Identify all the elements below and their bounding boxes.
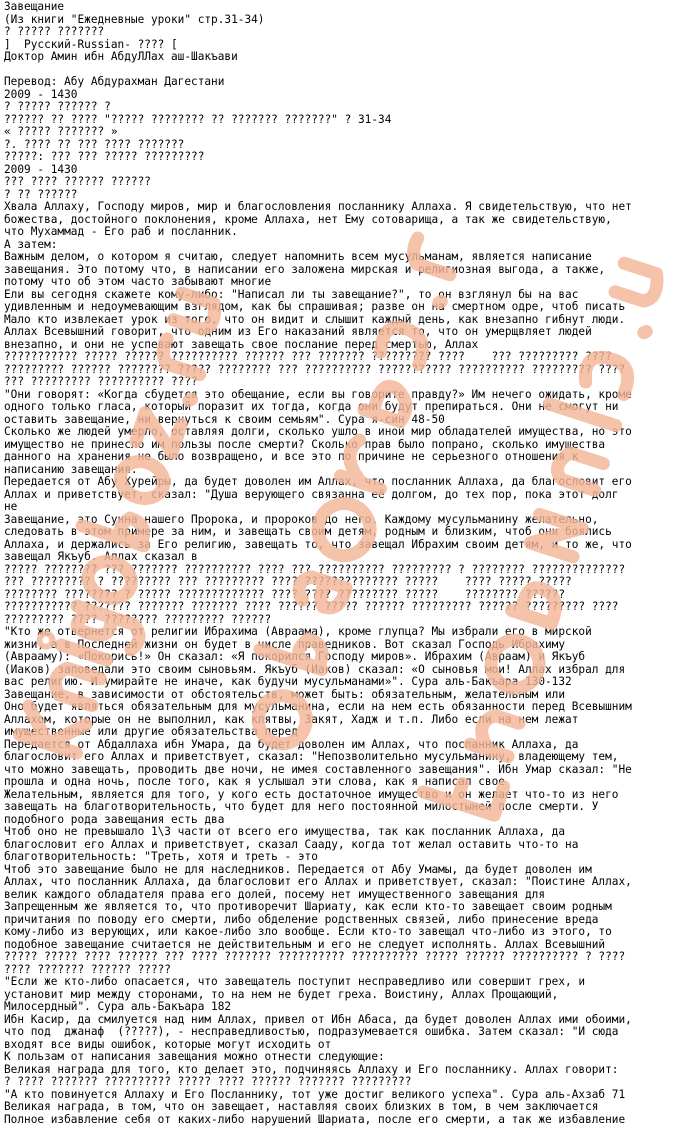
text-line: Передается от Абу Хурейры, да будет доволен им Аллах, что посланник Аллаха, да благословит его — [4, 476, 696, 489]
text-line: Чтоб оно не превышало 1\3 части от всего его имущества, так как посланник Аллаха, да — [4, 826, 696, 839]
text-line: 2009 - 1430 — [4, 164, 696, 177]
text-line: Аллах Всевышний говорит, что одним из Его наказаний является то, что он умерщвляет людей — [4, 326, 696, 339]
text-line: написанию завещания. — [4, 464, 696, 477]
text-line: установит мир между сторонами, то на нем не будет греха. Воистину, Аллах Прощающий, — [4, 989, 696, 1002]
document-body — [4, 1, 696, 1126]
text-line: благословит его Аллах и приветствует, сказал Сааду, когда тот желал оставить что-то на — [4, 839, 696, 852]
text-line: ??? ???? ?????? ?????? — [4, 176, 696, 189]
text-line: подобного рода завещания есть два — [4, 814, 696, 827]
text-line: божества, достойного поклонения, кроме Аллаха, нет Ему сотоварища, а так же свидетельствую, — [4, 214, 696, 227]
text-line: подобное завещание считается не действительным и его не следует исполнять. Аллах Всевышний — [4, 939, 696, 952]
text-line: вас религию. И умирайте не иначе, как будучи мусульманами»". Сура аль-Бакъара 130-132 — [4, 676, 696, 689]
text-line: Важным делом, о котором я считаю, следует напомнить всем мусульманам, является написание — [4, 251, 696, 264]
text-line: Аллахом, которые он не выполнил, как клятвы, Закят, Хадж и т.п. Либо если на нем лежат — [4, 714, 696, 727]
text-line: ????? ????? ???? ?????? ??? ???? ??????? ?????????? ?????????? ????? ?????? ?????????? ? ???? — [4, 951, 696, 964]
text-line: данного на хранения не было возвращено, и все это по причине не серьезного отношения к — [4, 451, 696, 464]
text-line: велик каждого обладателя права его долей, посему нет имущественного завещания для — [4, 889, 696, 902]
text-line: ?????: ??? ??? ????? ????????? — [4, 151, 696, 164]
text-line: ? ?? ?????? — [4, 189, 696, 202]
text-line: ????????? ?????? ???????? ????? ???????? ??? ?????????? ??????????? ?????????? ????????? ???? — [4, 364, 696, 377]
text-line: кому-либо из верующих, или какое-либо зло вообще. Если кто-то завещал что-либо из этого, то — [4, 926, 696, 939]
text-line: Милосердный". Сура аль-Бакъара 182 — [4, 1001, 696, 1014]
text-line: ? ????? ??????? — [4, 26, 696, 39]
text-line: "А кто повинуется Аллаху и Его Посланнику, тот уже достиг великого успеха". Сура аль-Ахзаб 71 — [4, 1089, 696, 1102]
text-line: одного только гласа, который поразит их тогда, когда они будут препираться. Они не смогут ни — [4, 401, 696, 414]
text-line: Великая награда, в том, что он завещает, наставляя своих близких в том, в чем заключается — [4, 1101, 696, 1114]
text-line: (Иаков) заповедали это своим сыновьям. Якъуб (Иаков) сказал: «О сыновья мои! Аллах избрал для — [4, 664, 696, 677]
text-line: Передается от Абдаллаха ибн Умара, да будет доволен им Аллах, что посланник Аллаха, да — [4, 739, 696, 752]
text-line: ???? ??????? ?????? ????? — [4, 964, 696, 977]
text-line: "Кто же отвернется от религии Ибрахима (Авраама), кроме глупца? Мы избрали его в мирской — [4, 626, 696, 639]
text-line: Доктор Амин ибн АбдуЛЛах аш-Шакъави — [4, 51, 696, 64]
text-line: Великая награда для того, кто делает это, подчиняясь Аллаху и Его посланнику. Аллах говорит: — [4, 1064, 696, 1077]
text-line: удивленным и недоумевающим взглядом, как бы спрашивая; разве он на смертном одре, чтоб писать — [4, 301, 696, 314]
text-line: имущественные или другие обязательства перед — [4, 726, 696, 739]
text-line: Ели вы сегодня скажете кому-либо: "Написал ли ты завещание?", то он взглянул бы на вас — [4, 289, 696, 302]
text-line: Перевод: Абу Абдурахман Дагестани — [4, 76, 696, 89]
text-line: внезапно, и они не успевают завещать свое послание перед смертью, Аллах — [4, 339, 696, 352]
text-line: благотворительность: "Треть, хотя и треть - это — [4, 851, 696, 864]
text-line: Полное избавление себя от каких-либо нарушений Шариата, после его смерти, а так же избавление — [4, 1114, 696, 1126]
text-line: что можно завещать, проводить две ночи, не имея составленного завещания". Ибн Умар сказал: "Не — [4, 764, 696, 777]
text-line: ????????? ???? ???????? ????????? ?????? — [4, 614, 696, 627]
text-line: Сколько же людей умерло, оставляя долги, сколько ушло в иной мир обладателей имущества, но это — [4, 426, 696, 439]
text-line: что Мухаммад - Его раб и посланник. — [4, 226, 696, 239]
text-line: ? ????? ?????? ? — [4, 101, 696, 114]
text-line: что под джанаф (?????), - несправедливостью, подразумевается ошибка. Затем сказал: "И сюда — [4, 1026, 696, 1039]
text-line: ?????? ?? ???? "????? ???????? ?? ??????? ???????" ? 31-34 — [4, 114, 696, 127]
text-line: благословит его Аллах и приветствует, сказал: "Непозволительно мусульманину, владеющему тем, — [4, 751, 696, 764]
text-line: Желательным, является для того, у кого есть достаточное имущество и он желает что-то из него — [4, 789, 696, 802]
text-line: имущество не принесло им пользы после смерти? Сколько прав было попрано, сколько имущества — [4, 439, 696, 452]
text-line: Чтоб это завещание было не для наследников. Передается от Абу Умамы, да будет доволен им — [4, 864, 696, 877]
text-line: ? ???? ??????? ?????????? ????? ???? ?????? ??????? ????????? — [4, 1076, 696, 1089]
text-line: ?. ???? ?? ??? ???? ??????? — [4, 139, 696, 152]
text-line: ??? ????????? ?????????? ???? — [4, 376, 696, 389]
text-line: Аллаха, и держались за Его религию, завещать то, что завещал Ибрахим своим детям, и то же, что — [4, 539, 696, 552]
text-line: 2009 - 1430 — [4, 89, 696, 102]
text-line: К пользам от написания завещания можно отнести следующие: — [4, 1051, 696, 1064]
text-line: завещать на благотворительность, что будет для него постоянной милостыней после смерти. У — [4, 801, 696, 814]
text-line: Завещание, это Сунна нашего Пророка, и пророков до него. Каждому мусульманину желательно, — [4, 514, 696, 527]
text-line: Завещание — [4, 1, 696, 14]
text-line: ??????????? ????? ?????? ?????????? ?????? ??? ??????? ????????? ???? ??? ????????? ???? — [4, 351, 696, 364]
text-line: ??? ????????? ? ????????? ??? ????????? ???? ?????????????? ????? ???? ????? ????? — [4, 576, 696, 589]
text-line: жизни, а в Последней жизни он будет в числе праведников. Вот сказал Господь Ибрахиму — [4, 639, 696, 652]
text-line: « ????? ??????? » — [4, 126, 696, 139]
text-line: ??????????? ??????? ??????? ??????? ???? ?????? ????? ?????? ????????? ?????? ????????? ???? — [4, 601, 696, 614]
text-line: Оно будет являться обязательным для мусульманина, если на нем есть обязанности перед Всевышним — [4, 701, 696, 714]
text-line: завещал Якъуб. Аллах сказал в — [4, 551, 696, 564]
text-line — [4, 64, 696, 77]
text-line: оставить завещание, ни вернуться к своим семьям". Сура я-син 48-50 — [4, 414, 696, 427]
text-line: следовать в этом примере за ним, и завещать своим детям, родным и близким, чтоб они боялись — [4, 526, 696, 539]
text-line: (Из книги "Ежедневные уроки" стр.31-34) — [4, 14, 696, 27]
text-line: ] Русский-Russian- ???? [ — [4, 39, 696, 52]
text-line: не — [4, 501, 696, 514]
text-line: "Они говорят: «Когда сбудется это обещание, если вы говорите правду?» Им нечего ожидать, кроме — [4, 389, 696, 402]
text-line: А затем: — [4, 239, 696, 252]
text-line: Мало кто извлекает урок из того, что он видит и слышит каждый день, как внезапно гибнут люди. — [4, 314, 696, 327]
text-line: ???????? ???????? ? ????? ????????????? ???? ???? ????????? ????? ???????? ?????? — [4, 589, 696, 602]
text-line: прошла и одна ночь, после того, как я услышал эти слова, как я написал свое — [4, 776, 696, 789]
text-line: Аллах, что посланник Аллаха, да благословит его Аллах и приветствует, сказал: "Поистине Аллах, — [4, 876, 696, 889]
text-line: причитания по поводу его смерти, либо обделение родственных связей, либо принесение вреда — [4, 914, 696, 927]
text-line: потому что об этом часто забывают многие — [4, 276, 696, 289]
text-line: Завещание, в зависимости от обстоятельств, может быть: обязательным, желательным или — [4, 689, 696, 702]
text-line: завещания. Это потому что, в написании его заложена мирская и религиозная выгода, а также, — [4, 264, 696, 277]
text-line: входят все виды ошибок, которые могут исходить от — [4, 1039, 696, 1052]
text-line: "Если же кто-либо опасается, что завещатель поступит несправедливо или совершит грех, и — [4, 976, 696, 989]
text-line: Ибн Касир, да смилуется над ним Аллах, привел от Ибн Абаса, да будет доволен Аллах ими обоими, — [4, 1014, 696, 1027]
text-line: ????? ???????? ??? ??????? ?????????? ???? ??? ?????????? ????????? ? ???????? ?????????????? — [4, 564, 696, 577]
text-line: Аллах и приветствует, сказал: "Душа верующего связанна её долгом, до тех пор, пока этот долг — [4, 489, 696, 502]
text-line: Запрещенным же является то, что противоречит Шариату, как если кто-то завещает своим родным — [4, 901, 696, 914]
text-line: Хвала Аллаху, Господу миров, мир и благословления посланнику Аллаха. Я свидетельствую, что нет — [4, 201, 696, 214]
text-line: (Аврааму): «Покорись!» Он сказал: «Я покорился Господу миров». Ибрахим (Авраам) и Якъуб — [4, 651, 696, 664]
